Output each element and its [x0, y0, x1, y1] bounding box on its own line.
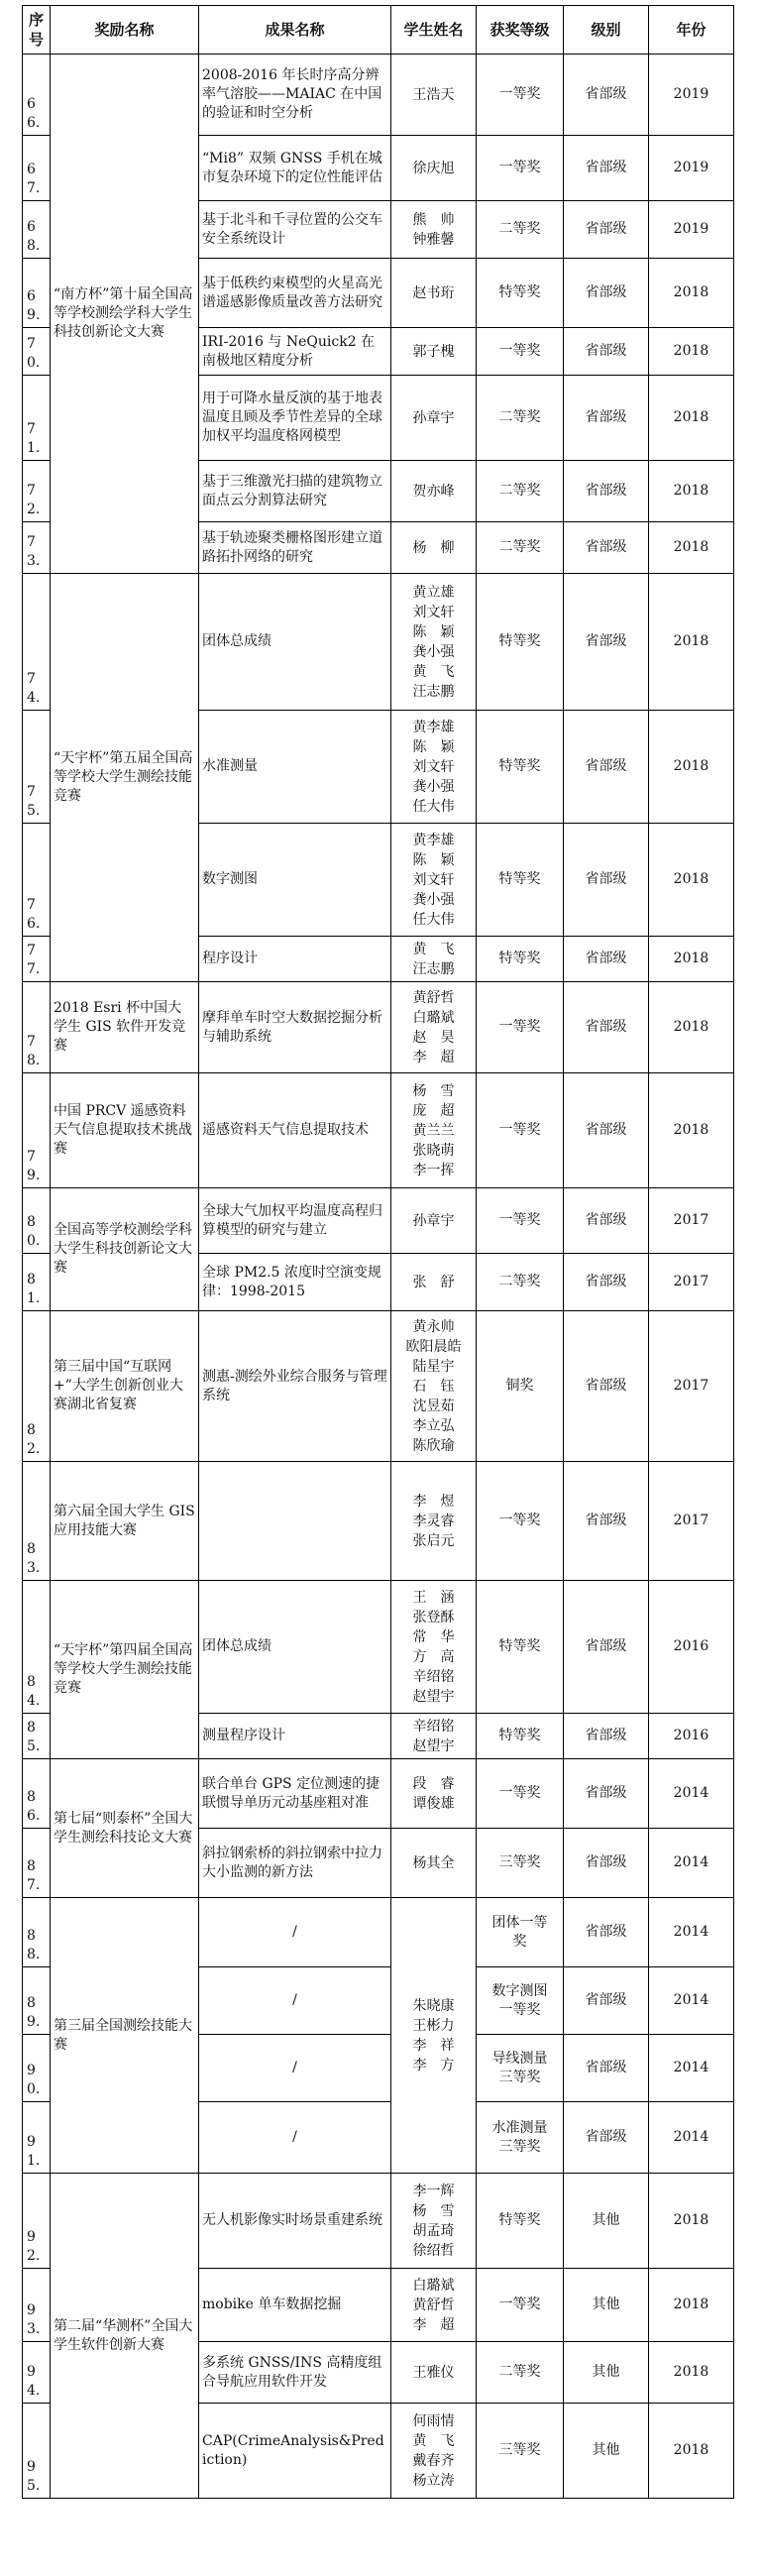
achievement-name: 2008-2016 年长时序高分辨率气溶胶——MAIAC 在中国的验证和时空分析 — [199, 55, 391, 136]
achievement-name: 水准测量 — [199, 711, 391, 824]
row-number: 74. — [23, 574, 51, 711]
award-level: 省部级 — [564, 328, 649, 376]
award-grade: 一等奖 — [477, 1073, 564, 1188]
award-level: 其他 — [564, 2269, 649, 2342]
row-number: 68. — [23, 201, 51, 259]
award-grade: 团体一等 奖 — [477, 1898, 564, 1967]
award-year: 2017 — [649, 1188, 734, 1254]
award-level: 省部级 — [564, 2035, 649, 2102]
student-names: 黄李雄 陈 颖 刘文轩 龚小强 任大伟 — [391, 824, 477, 937]
award-year: 2018 — [649, 2269, 734, 2342]
achievement-name: 联合单台 GPS 定位测速的捷联惯导单历元动基座粗对准 — [199, 1759, 391, 1829]
award-year: 2019 — [649, 55, 734, 136]
achievement-name: 数字测图 — [199, 824, 391, 937]
award-year: 2018 — [649, 376, 734, 461]
award-grade: 铜奖 — [477, 1311, 564, 1462]
award-grade: 特等奖 — [477, 574, 564, 711]
award-year: 2019 — [649, 136, 734, 201]
award-grade: 三等奖 — [477, 1829, 564, 1898]
award-grade: 特等奖 — [477, 937, 564, 982]
award-name: 第七届“则泰杯”全国大学生测绘科技论文大赛 — [51, 1759, 199, 1898]
award-name: “南方杯”第十届全国高等学校测绘学科大学生科技创新论文大赛 — [51, 55, 199, 574]
row-number: 76. — [23, 824, 51, 937]
award-year: 2014 — [649, 1898, 734, 1967]
achievement-name: CAP(CrimeAnalysis&Prediction) — [199, 2404, 391, 2499]
table-row — [23, 1188, 734, 1254]
table-row — [23, 55, 734, 136]
award-level: 省部级 — [564, 1311, 649, 1462]
award-level: 省部级 — [564, 1462, 649, 1581]
award-year: 2014 — [649, 1759, 734, 1829]
awards-table-body — [23, 55, 734, 2499]
achievement-name: 斜拉钢索桥的斜拉钢索中拉力大小监测的新方法 — [199, 1829, 391, 1898]
award-level: 省部级 — [564, 1073, 649, 1188]
award-name: 中国 PRCV 遥感资料天气信息提取技术挑战赛 — [51, 1073, 199, 1188]
award-name: 2018 Esri 杯中国大学生 GIS 软件开发竞赛 — [51, 982, 199, 1073]
row-number: 88. — [23, 1898, 51, 1967]
award-grade: 一等奖 — [477, 136, 564, 201]
achievement-name: 用于可降水量反演的基于地表温度且顾及季节性差异的全球加权平均温度格网模型 — [199, 376, 391, 461]
award-year: 2017 — [649, 1311, 734, 1462]
award-name: 第三届中国“互联网+”大学生创新创业大赛湖北省复赛 — [51, 1311, 199, 1462]
table-row — [23, 574, 734, 711]
header-row — [23, 6, 734, 55]
student-names: 辛绍铭 赵望宇 — [391, 1714, 477, 1759]
award-level: 省部级 — [564, 574, 649, 711]
award-level: 省部级 — [564, 1967, 649, 2035]
student-names: 杨其全 — [391, 1829, 477, 1898]
award-grade: 特等奖 — [477, 259, 564, 328]
row-number: 69. — [23, 259, 51, 328]
award-grade: 一等奖 — [477, 1759, 564, 1829]
student-names: 王雅仪 — [391, 2342, 477, 2404]
student-names: 孙章宇 — [391, 1188, 477, 1254]
award-grade: 特等奖 — [477, 824, 564, 937]
row-number: 73. — [23, 522, 51, 574]
achievement-name: 全球 PM2.5 浓度时空演变规律：1998-2015 — [199, 1254, 391, 1311]
header-level: 级别 — [564, 6, 649, 55]
award-level: 省部级 — [564, 982, 649, 1073]
table-row — [23, 1581, 734, 1714]
award-year: 2018 — [649, 937, 734, 982]
achievement-name: 基于低秩约束模型的火星高光谱遥感影像质量改善方法研究 — [199, 259, 391, 328]
achievement-name: / — [199, 2102, 391, 2174]
award-year: 2018 — [649, 574, 734, 711]
award-level: 省部级 — [564, 824, 649, 937]
award-year: 2018 — [649, 2342, 734, 2404]
award-level: 省部级 — [564, 1759, 649, 1829]
award-level: 其他 — [564, 2342, 649, 2404]
award-grade: 三等奖 — [477, 2404, 564, 2499]
award-name: 全国高等学校测绘学科大学生科技创新论文大赛 — [51, 1188, 199, 1311]
award-year: 2018 — [649, 824, 734, 937]
award-grade: 一等奖 — [477, 328, 564, 376]
award-level: 省部级 — [564, 937, 649, 982]
achievement-name: 摩拜单车时空大数据挖掘分析与辅助系统 — [199, 982, 391, 1073]
award-year: 2016 — [649, 1581, 734, 1714]
achievement-name: mobike 单车数据挖掘 — [199, 2269, 391, 2342]
award-year: 2017 — [649, 1462, 734, 1581]
achievement-name: / — [199, 1898, 391, 1967]
award-grade: 一等奖 — [477, 982, 564, 1073]
award-level: 省部级 — [564, 201, 649, 259]
header-year: 年份 — [649, 6, 734, 55]
award-level: 省部级 — [564, 1581, 649, 1714]
award-level: 省部级 — [564, 1829, 649, 1898]
achievement-name: “Mi8” 双频 GNSS 手机在城市复杂环境下的定位性能评估 — [199, 136, 391, 201]
student-names: 黄永帅 欧阳晨皓 陆星宇 石 钰 沈昱茹 李立弘 陈欣瑜 — [391, 1311, 477, 1462]
award-grade: 一等奖 — [477, 1462, 564, 1581]
award-year: 2014 — [649, 1967, 734, 2035]
award-grade: 特等奖 — [477, 711, 564, 824]
row-number: 67. — [23, 136, 51, 201]
award-level: 省部级 — [564, 136, 649, 201]
row-number: 81. — [23, 1254, 51, 1311]
achievement-name: 多系统 GNSS/INS 高精度组合导航应用软件开发 — [199, 2342, 391, 2404]
award-year: 2018 — [649, 259, 734, 328]
row-number: 79. — [23, 1073, 51, 1188]
achievement-name: / — [199, 2035, 391, 2102]
award-grade: 二等奖 — [477, 376, 564, 461]
achievement-name: 团体总成绩 — [199, 1581, 391, 1714]
achievement-name — [199, 1462, 391, 1581]
award-grade: 二等奖 — [477, 522, 564, 574]
achievement-name: IRI-2016 与 NeQuick2 在南极地区精度分析 — [199, 328, 391, 376]
header-achievement: 成果名称 — [199, 6, 391, 55]
award-level: 省部级 — [564, 522, 649, 574]
table-row — [23, 1759, 734, 1829]
awards-table — [22, 5, 734, 2499]
row-number: 66. — [23, 55, 51, 136]
student-names: 白璐斌 黄舒哲 李 超 — [391, 2269, 477, 2342]
table-row — [23, 1073, 734, 1188]
table-row — [23, 1462, 734, 1581]
award-year: 2018 — [649, 711, 734, 824]
award-grade: 二等奖 — [477, 201, 564, 259]
award-level: 其他 — [564, 2174, 649, 2269]
award-grade: 一等奖 — [477, 1188, 564, 1254]
award-grade: 特等奖 — [477, 1714, 564, 1759]
row-number: 72. — [23, 461, 51, 522]
row-number: 95. — [23, 2404, 51, 2499]
award-level: 省部级 — [564, 1898, 649, 1967]
row-number: 75. — [23, 711, 51, 824]
award-name: 第三届全国测绘技能大赛 — [51, 1898, 199, 2174]
row-number: 86. — [23, 1759, 51, 1829]
row-number: 70. — [23, 328, 51, 376]
row-number: 90. — [23, 2035, 51, 2102]
table-row — [23, 1898, 734, 1967]
award-name: “天宇杯”第四届全国高等学校大学生测绘技能竞赛 — [51, 1581, 199, 1759]
award-level: 省部级 — [564, 2102, 649, 2174]
header-seq: 序号 — [23, 6, 51, 55]
achievement-name: 基于北斗和千寻位置的公交车安全系统设计 — [199, 201, 391, 259]
student-names: 郭子槐 — [391, 328, 477, 376]
row-number: 80. — [23, 1188, 51, 1254]
achievement-name: 全球大气加权平均温度高程归算模型的研究与建立 — [199, 1188, 391, 1254]
award-name: 第二届“华测杯”全国大学生软件创新大赛 — [51, 2174, 199, 2499]
student-names: 王 涵 张登酥 常 华 方 高 辛绍铭 赵望宇 — [391, 1581, 477, 1714]
award-year: 2014 — [649, 1829, 734, 1898]
row-number: 87. — [23, 1829, 51, 1898]
row-number: 91. — [23, 2102, 51, 2174]
student-names: 赵书珩 — [391, 259, 477, 328]
header-grade: 获奖等级 — [477, 6, 564, 55]
achievement-name: 测量程序设计 — [199, 1714, 391, 1759]
award-year: 2018 — [649, 982, 734, 1073]
student-names: 段 睿 谭俊雄 — [391, 1759, 477, 1829]
award-grade: 一等奖 — [477, 2269, 564, 2342]
achievement-name: 遥感资料天气信息提取技术 — [199, 1073, 391, 1188]
achievement-name: 团体总成绩 — [199, 574, 391, 711]
award-year: 2018 — [649, 328, 734, 376]
award-level: 省部级 — [564, 55, 649, 136]
award-level: 省部级 — [564, 1254, 649, 1311]
student-names: 黄立雄 刘文轩 陈 颖 龚小强 黄 飞 汪志鹏 — [391, 574, 477, 711]
student-names: 杨 雪 庞 超 黄兰兰 张晓萌 李一挥 — [391, 1073, 477, 1188]
student-names: 李一辉 杨 雪 胡孟琦 徐绍哲 — [391, 2174, 477, 2269]
achievement-name: 基于轨迹聚类栅格图形建立道路拓扑网络的研究 — [199, 522, 391, 574]
student-names: 黄 飞 汪志鹏 — [391, 937, 477, 982]
award-year: 2016 — [649, 1714, 734, 1759]
award-year: 2019 — [649, 201, 734, 259]
award-level: 省部级 — [564, 1188, 649, 1254]
student-names: 黄舒哲 白璐斌 赵 昊 李 超 — [391, 982, 477, 1073]
table-row — [23, 2174, 734, 2269]
student-names: 王浩天 — [391, 55, 477, 136]
student-names: 贺亦峰 — [391, 461, 477, 522]
student-names: 徐庆旭 — [391, 136, 477, 201]
row-number: 93. — [23, 2269, 51, 2342]
student-names: 李 煜 李灵睿 张启元 — [391, 1462, 477, 1581]
row-number: 92. — [23, 2174, 51, 2269]
award-grade: 导线测量 三等奖 — [477, 2035, 564, 2102]
award-level: 省部级 — [564, 711, 649, 824]
award-level: 省部级 — [564, 461, 649, 522]
student-names: 张 舒 — [391, 1254, 477, 1311]
row-number: 85. — [23, 1714, 51, 1759]
award-level: 省部级 — [564, 1714, 649, 1759]
award-grade: 二等奖 — [477, 2342, 564, 2404]
award-level: 省部级 — [564, 259, 649, 328]
award-year: 2018 — [649, 1073, 734, 1188]
row-number: 83. — [23, 1462, 51, 1581]
achievement-name: 基于三维激光扫描的建筑物立面点云分割算法研究 — [199, 461, 391, 522]
student-names: 朱晓康 王彬力 李 祥 李 方 — [391, 1898, 477, 2174]
row-number: 82. — [23, 1311, 51, 1462]
row-number: 84. — [23, 1581, 51, 1714]
award-grade: 特等奖 — [477, 1581, 564, 1714]
award-year: 2018 — [649, 2174, 734, 2269]
award-year: 2018 — [649, 522, 734, 574]
header-award: 奖励名称 — [51, 6, 199, 55]
award-year: 2018 — [649, 2404, 734, 2499]
award-grade: 二等奖 — [477, 1254, 564, 1311]
award-year: 2017 — [649, 1254, 734, 1311]
row-number: 89. — [23, 1967, 51, 2035]
award-grade: 一等奖 — [477, 55, 564, 136]
table-row — [23, 982, 734, 1073]
row-number: 77. — [23, 937, 51, 982]
student-names: 孙章宇 — [391, 376, 477, 461]
achievement-name: 程序设计 — [199, 937, 391, 982]
row-number: 71. — [23, 376, 51, 461]
award-grade: 数字测图 一等奖 — [477, 1967, 564, 2035]
row-number: 78. — [23, 982, 51, 1073]
achievement-name: 测惠-测绘外业综合服务与管理系统 — [199, 1311, 391, 1462]
achievement-name: 无人机影像实时场景重建系统 — [199, 2174, 391, 2269]
award-year: 2014 — [649, 2035, 734, 2102]
student-names: 黄李雄 陈 颖 刘文轩 龚小强 任大伟 — [391, 711, 477, 824]
award-year: 2014 — [649, 2102, 734, 2174]
header-students: 学生姓名 — [391, 6, 477, 55]
table-row — [23, 1311, 734, 1462]
student-names: 何雨情 黄 飞 戴春齐 杨立涛 — [391, 2404, 477, 2499]
award-year: 2018 — [649, 461, 734, 522]
award-level: 省部级 — [564, 376, 649, 461]
row-number: 94. — [23, 2342, 51, 2404]
award-grade: 二等奖 — [477, 461, 564, 522]
award-level: 其他 — [564, 2404, 649, 2499]
student-names: 熊 帅 钟雅馨 — [391, 201, 477, 259]
award-name: “天宇杯”第五届全国高等学校大学生测绘技能竞赛 — [51, 574, 199, 982]
award-name: 第六届全国大学生 GIS 应用技能大赛 — [51, 1462, 199, 1581]
achievement-name: / — [199, 1967, 391, 2035]
award-grade: 水准测量 三等奖 — [477, 2102, 564, 2174]
student-names: 杨 柳 — [391, 522, 477, 574]
award-grade: 特等奖 — [477, 2174, 564, 2269]
